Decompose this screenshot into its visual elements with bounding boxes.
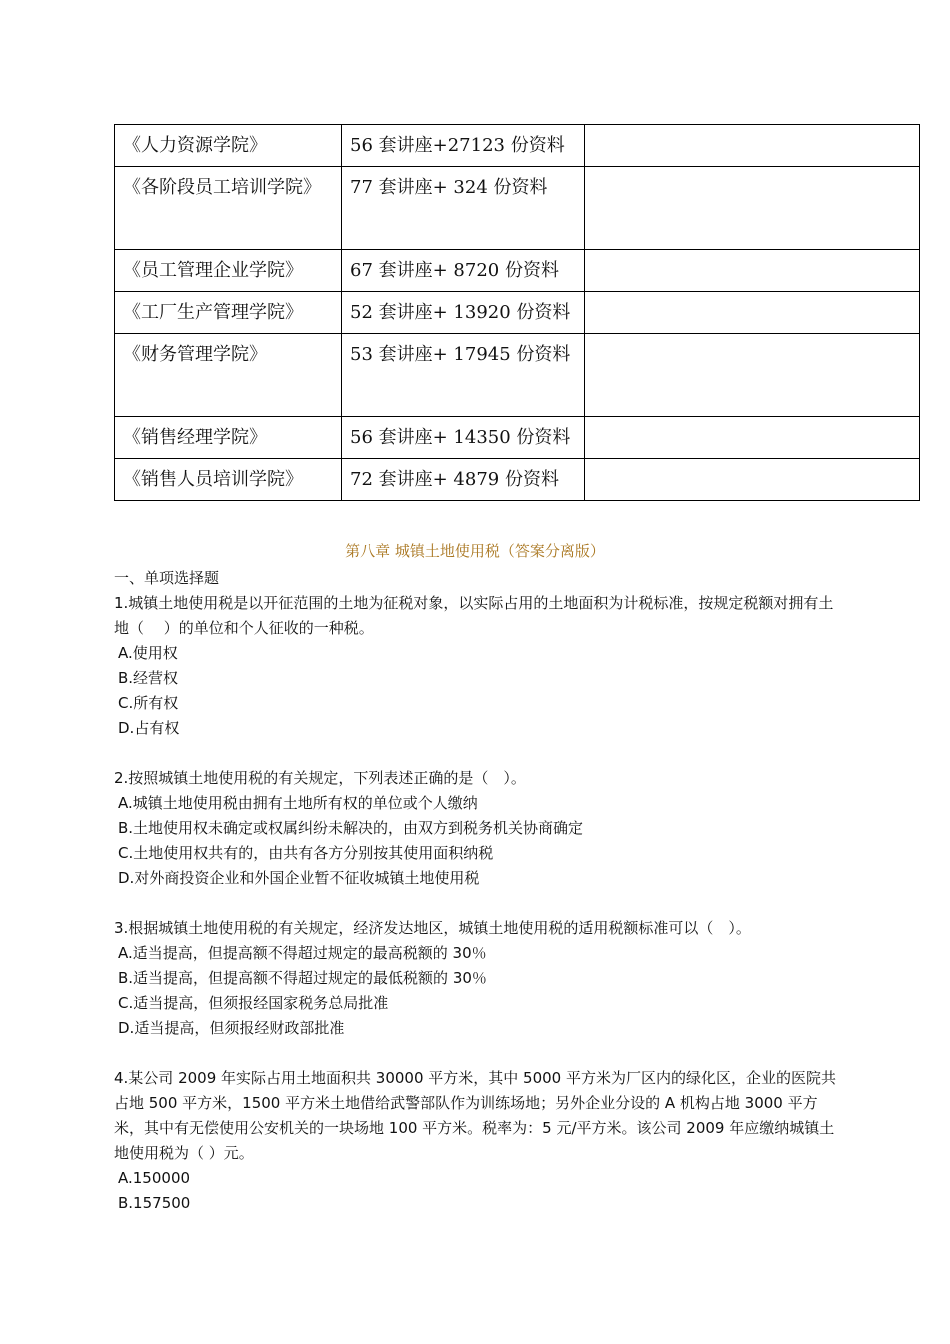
question-option: D.适当提高，但须报经财政部批准 [118, 1019, 345, 1037]
question-option: D.对外商投资企业和外国企业暂不征收城镇土地使用税 [118, 869, 480, 887]
question-stem: 3.根据城镇土地使用税的有关规定，经济发达地区，城镇土地使用税的适用税额标准可以（ ）。 [114, 919, 751, 937]
question-option: B.157500 [118, 1194, 191, 1212]
table-row [115, 292, 920, 334]
question-option: A.使用权 [118, 644, 178, 662]
chapter-title: 第八章 城镇土地使用税（答案分离版） [345, 542, 605, 560]
question-option: B.经营权 [118, 669, 179, 687]
course-extra [585, 334, 920, 417]
question-option: D.占有权 [118, 719, 180, 737]
question-option: B.土地使用权未确定或权属纠纷未解决的，由双方到税务机关协商确定 [118, 819, 584, 837]
question [114, 1066, 839, 1216]
question-option: C.所有权 [118, 694, 179, 712]
question-stem: 1.城镇土地使用税是以开征范围的土地为征税对象，以实际占用的土地面积为计税标准，按规定税额对拥有土地（ ）的单位和个人征收的一种税。 [114, 594, 834, 637]
course-extra [585, 125, 920, 167]
question-stem: 2.按照城镇土地使用税的有关规定，下列表述正确的是（ ）。 [114, 769, 526, 787]
table-row [115, 250, 920, 292]
question [114, 766, 839, 891]
section-title: 一、单项选择题 [114, 569, 220, 587]
course-name: 《销售人员培训学院》 [115, 459, 342, 501]
course-desc: 56 套讲座+27123 份资料 [342, 125, 585, 167]
course-extra [585, 417, 920, 459]
course-extra [585, 292, 920, 334]
course-extra [585, 459, 920, 501]
question-stem: 4.某公司 2009 年实际占用土地面积共 30000 平方米，其中 5000 平方米为厂区内的绿化区，企业的医院共占地 500 平方米，1500 平方米土地借给武警部队作为训练场地；另外企业分设的 A 机构占地 3000 平方米，其中有无偿使用公安机关的一块场地 100 平方米。税率为：5 元/平方米。该公司 2009 年应缴纳城镇土地使用税为（ ）元。 [114, 1069, 836, 1162]
question-option: A.城镇土地使用税由拥有土地所有权的单位或个人缴纳 [118, 794, 478, 812]
table-row [115, 334, 920, 417]
question-list [114, 566, 839, 1241]
course-name: 《员工管理企业学院》 [115, 250, 342, 292]
course-desc: 52 套讲座+ 13920 份资料 [342, 292, 585, 334]
question-option: B.适当提高，但提高额不得超过规定的最低税额的 30％ [118, 969, 487, 987]
course-name: 《财务管理学院》 [115, 334, 342, 417]
course-table [114, 124, 920, 501]
course-desc: 77 套讲座+ 324 份资料 [342, 167, 585, 250]
course-extra [585, 167, 920, 250]
course-desc: 67 套讲座+ 8720 份资料 [342, 250, 585, 292]
course-name: 《人力资源学院》 [115, 125, 342, 167]
table-row [115, 167, 920, 250]
table-row [115, 417, 920, 459]
course-extra [585, 250, 920, 292]
question-option: C.适当提高，但须报经国家税务总局批准 [118, 994, 389, 1012]
course-name: 《各阶段员工培训学院》 [115, 167, 342, 250]
table-row [115, 125, 920, 167]
question-option: C.土地使用权共有的，由共有各方分别按其使用面积纳税 [118, 844, 494, 862]
course-name: 《销售经理学院》 [115, 417, 342, 459]
course-desc: 72 套讲座+ 4879 份资料 [342, 459, 585, 501]
course-desc: 53 套讲座+ 17945 份资料 [342, 334, 585, 417]
question-option: A.150000 [118, 1169, 191, 1187]
question-option: A.适当提高，但提高额不得超过规定的最高税额的 30％ [118, 944, 487, 962]
question [114, 916, 839, 1041]
course-desc: 56 套讲座+ 14350 份资料 [342, 417, 585, 459]
course-name: 《工厂生产管理学院》 [115, 292, 342, 334]
table-row [115, 459, 920, 501]
question [114, 591, 839, 741]
